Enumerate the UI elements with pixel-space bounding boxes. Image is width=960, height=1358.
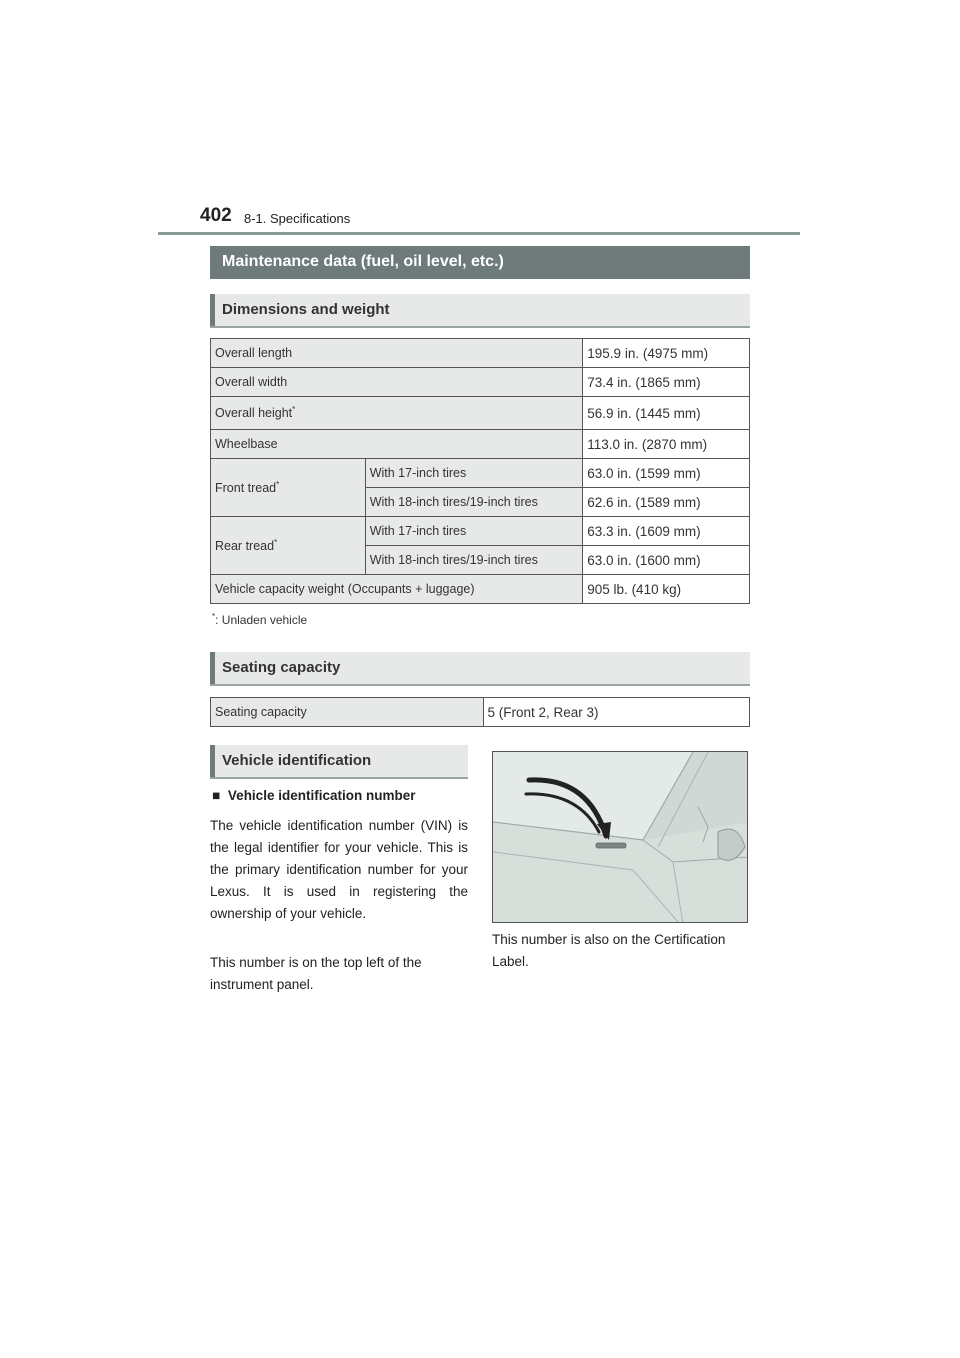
- footnote-mark: *: [276, 479, 280, 489]
- seating-heading: [210, 652, 750, 686]
- vin-location-illustration: [492, 751, 748, 923]
- seating-heading-text: Seating capacity: [222, 659, 341, 676]
- table-row: [211, 459, 750, 488]
- table-row: [211, 575, 750, 604]
- page-title: Maintenance data (fuel, oil level, etc.): [210, 246, 750, 279]
- table-row: [211, 430, 750, 459]
- vehicle-id-heading-text: Vehicle identification: [222, 752, 372, 769]
- row-value: 56.9 in. (1445 mm): [583, 397, 750, 430]
- table-row: [211, 517, 750, 546]
- footnote-mark: *: [274, 537, 278, 547]
- certification-caption: This number is also on the Certification Label.: [492, 932, 726, 969]
- vin-paragraph: The vehicle identification number (VIN) is the legal identifier for your vehicle. This is the primary identification number for your Lexus. It is used in registering the ownership of your vehicle.: [210, 818, 468, 921]
- dashboard-illustration-icon: [493, 752, 748, 923]
- dimensions-table: [210, 338, 750, 604]
- vin-location-paragraph: This number is on the top left of the instrument panel.: [210, 955, 422, 992]
- row-value: 63.0 in. (1600 mm): [583, 546, 750, 575]
- vehicle-id-heading: [210, 745, 468, 779]
- row-sublabel: With 18-inch tires/19-inch tires: [365, 488, 583, 517]
- row-label-cell: [211, 397, 583, 430]
- row-label: Vehicle capacity weight (Occupants + luggage): [211, 575, 583, 604]
- row-label: Seating capacity: [211, 698, 484, 727]
- footnote: [212, 612, 307, 627]
- row-value: 63.3 in. (1609 mm): [583, 517, 750, 546]
- footnote-text: : Unladen vehicle: [215, 613, 308, 627]
- section-label: 8-1. Specifications: [244, 211, 351, 226]
- table-row: [211, 339, 750, 368]
- header-rule: [158, 232, 800, 235]
- row-value: 73.4 in. (1865 mm): [583, 368, 750, 397]
- table-row: [211, 698, 750, 727]
- row-value: 5 (Front 2, Rear 3): [483, 698, 750, 727]
- row-value: 905 lb. (410 kg): [583, 575, 750, 604]
- row-value: 113.0 in. (2870 mm): [583, 430, 750, 459]
- vin-subheading-text: Vehicle identification number: [227, 788, 416, 803]
- dimensions-heading-text: Dimensions and weight: [222, 301, 390, 318]
- row-sublabel: With 17-inch tires: [365, 517, 583, 546]
- row-value: 62.6 in. (1589 mm): [583, 488, 750, 517]
- table-row: [211, 368, 750, 397]
- row-label: Rear tread: [215, 539, 275, 554]
- row-label: Front tread: [215, 481, 277, 496]
- page-number: 402: [200, 205, 232, 226]
- table-row: [211, 397, 750, 430]
- row-sublabel: With 17-inch tires: [365, 459, 583, 488]
- row-label-cell: [211, 517, 366, 575]
- dimensions-heading: [210, 294, 750, 328]
- row-label: Overall length: [211, 339, 583, 368]
- row-label: Wheelbase: [211, 430, 583, 459]
- row-label: Overall width: [211, 368, 583, 397]
- seating-table: [210, 697, 750, 727]
- row-value: 63.0 in. (1599 mm): [583, 459, 750, 488]
- footnote-mark: *: [292, 405, 296, 415]
- bullet-square-icon: ■: [212, 788, 221, 803]
- footnote-mark: *: [212, 612, 216, 621]
- row-label-cell: [211, 459, 366, 517]
- row-value: 195.9 in. (4975 mm): [583, 339, 750, 368]
- vin-subheading: [212, 788, 415, 803]
- row-label: Overall height: [215, 406, 293, 421]
- row-sublabel: With 18-inch tires/19-inch tires: [365, 546, 583, 575]
